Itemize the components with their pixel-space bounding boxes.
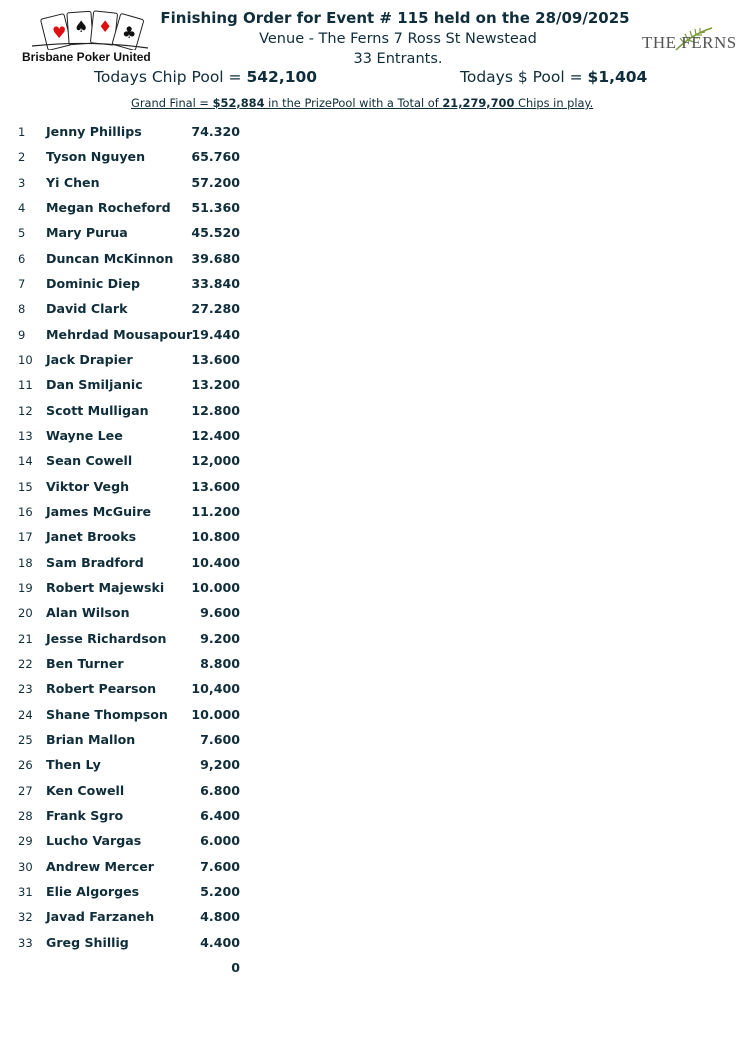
logo-text: Brisbane Poker United [22,50,151,64]
player-name: Viktor Vegh [46,479,130,494]
chip-count: 45.520 [191,225,240,240]
chip-count: 9.600 [200,605,240,620]
table-row [0,277,260,299]
player-name: Elie Algorges [46,884,140,899]
position: 15 [18,480,33,494]
player-name: Jack Drapier [46,352,133,367]
dollar-pool-value: $1,404 [587,68,648,86]
svg-text:♣: ♣ [122,23,137,42]
chip-count: 51.360 [191,200,240,215]
grand-final-suffix: Chips in play. [514,96,594,110]
player-name: Wayne Lee [46,428,123,443]
grand-final-chips: 21,279,700 [442,96,515,110]
chip-count: 13.200 [191,377,240,392]
position: 5 [18,226,26,240]
chip-count: 7.600 [200,732,240,747]
table-row [0,581,260,603]
chip-count: 6.000 [200,833,240,848]
player-name: James McGuire [46,504,152,519]
table-row [0,910,260,932]
table-row [0,480,260,502]
position: 23 [18,682,33,696]
chip-count: 13.600 [191,479,240,494]
position: 2 [18,150,26,164]
position: 17 [18,530,33,544]
table-row [0,936,260,958]
chip-count: 65.760 [191,149,240,164]
player-name: Megan Rocheford [46,200,171,215]
table-row [0,176,260,198]
chip-count: 10.000 [191,707,240,722]
dollar-pool-label: Todays $ Pool = [460,68,588,86]
player-name: Then Ly [46,757,101,772]
chip-count: 33.840 [191,276,240,291]
chip-count: 12.800 [191,403,240,418]
position: 6 [18,252,26,266]
player-name: Andrew Mercer [46,859,155,874]
grand-final-prefix: Grand Final = [131,96,213,110]
player-name: Robert Majewski [46,580,165,595]
svg-text:♥: ♥ [52,23,67,42]
position: 4 [18,201,26,215]
position: 9 [18,328,26,342]
player-name: Sean Cowell [46,453,133,468]
position: 7 [18,277,26,291]
position: 30 [18,860,33,874]
table-row [0,758,260,780]
player-name: David Clark [46,301,128,316]
position: 3 [18,176,26,190]
player-name: Scott Mulligan [46,403,149,418]
player-name: Alan Wilson [46,605,130,620]
player-name: Ken Cowell [46,783,125,798]
chip-count: 39.680 [191,251,240,266]
table-row [0,657,260,679]
table-row [0,632,260,654]
table-row [0,708,260,730]
position: 10 [18,353,33,367]
chip-count: 12,000 [191,453,240,468]
table-row [0,150,260,172]
position: 18 [18,556,33,570]
table-row [0,252,260,274]
chip-count: 4.400 [200,935,240,950]
chip-count: 13.600 [191,352,240,367]
dollar-pool [460,68,647,86]
grand-final-line [131,96,593,110]
chip-count: 10.400 [191,555,240,570]
grand-final-middle: in the PrizePool with a Total of [264,96,443,110]
position: 27 [18,784,33,798]
chip-pool-value: 542,100 [246,68,318,86]
position: 1 [18,125,26,139]
table-row [0,226,260,248]
player-name: Sam Bradford [46,555,144,570]
position: 33 [18,936,33,950]
chip-count: 12.400 [191,428,240,443]
page-title: Finishing Order for Event # 115 held on the 28/09/2025 [160,9,630,27]
position: 31 [18,885,33,899]
table-row [0,353,260,375]
table-row [0,809,260,831]
position: 20 [18,606,33,620]
table-row [0,885,260,907]
position: 12 [18,404,33,418]
player-name: Lucho Vargas [46,833,142,848]
table-row [0,860,260,882]
table-row [0,733,260,755]
table-row [0,682,260,704]
table-row [0,125,260,147]
svg-text:♠: ♠ [74,17,89,36]
chip-count: 6.800 [200,783,240,798]
chip-count: 9.200 [200,631,240,646]
grand-final-amount: $52,884 [212,96,265,110]
player-name: Yi Chen [46,175,100,190]
position: 24 [18,708,33,722]
player-name: Dan Smiljanic [46,377,143,392]
table-row [0,404,260,426]
table-row [0,454,260,476]
position: 19 [18,581,33,595]
chip-count: 7.600 [200,859,240,874]
player-name: Jenny Phillips [46,124,142,139]
table-row [0,328,260,350]
player-name: Tyson Nguyen [46,149,146,164]
player-name: Frank Sgro [46,808,124,823]
table-row [0,429,260,451]
chip-count: 10.000 [191,580,240,595]
chip-count: 6.400 [200,808,240,823]
position: 11 [18,378,33,392]
chip-count: 74.320 [191,124,240,139]
position: 25 [18,733,33,747]
position: 26 [18,758,33,772]
player-name: Greg Shillig [46,935,129,950]
player-name: Shane Thompson [46,707,168,722]
player-name: Mehrdad Mousapour [46,327,193,342]
position: 29 [18,834,33,848]
position: 22 [18,657,33,671]
position: 8 [18,302,26,316]
table-row [0,834,260,856]
chip-count: 9,200 [200,757,240,772]
player-name: Ben Turner [46,656,124,671]
entrants-line: 33 Entrants. [353,51,443,67]
chip-count: 19.440 [191,327,240,342]
position: 14 [18,454,33,468]
player-name: Duncan McKinnon [46,251,174,266]
table-row [0,378,260,400]
chip-count: 11.200 [191,504,240,519]
chip-pool-label: Todays Chip Pool = [94,68,247,86]
player-name: Javad Farzaneh [46,909,155,924]
player-name: Dominic Diep [46,276,141,291]
position: 21 [18,632,33,646]
table-row [0,556,260,578]
chip-count: 10,400 [191,681,240,696]
svg-text:♦: ♦ [98,17,113,36]
table-row [0,606,260,628]
chip-count: 10.800 [191,529,240,544]
table-row [0,784,260,806]
player-name: Brian Mallon [46,732,136,747]
table-row [0,302,260,324]
chip-total: 0 [231,960,240,975]
venue-logo-text: THE FERNS [642,33,737,52]
chip-count: 57.200 [191,175,240,190]
chip-count: 8.800 [200,656,240,671]
player-name: Janet Brooks [46,529,137,544]
position: 13 [18,429,33,443]
chip-pool [94,68,317,86]
table-row [0,505,260,527]
table-row [0,201,260,223]
chip-count: 5.200 [200,884,240,899]
chip-count: 27.280 [191,301,240,316]
position: 32 [18,910,33,924]
venue-line: Venue - The Ferns 7 Ross St Newstead [259,31,537,47]
table-row [0,530,260,552]
player-name: Jesse Richardson [46,631,167,646]
chip-count: 4.800 [200,909,240,924]
position: 16 [18,505,33,519]
player-name: Robert Pearson [46,681,157,696]
player-name: Mary Purua [46,225,128,240]
position: 28 [18,809,33,823]
